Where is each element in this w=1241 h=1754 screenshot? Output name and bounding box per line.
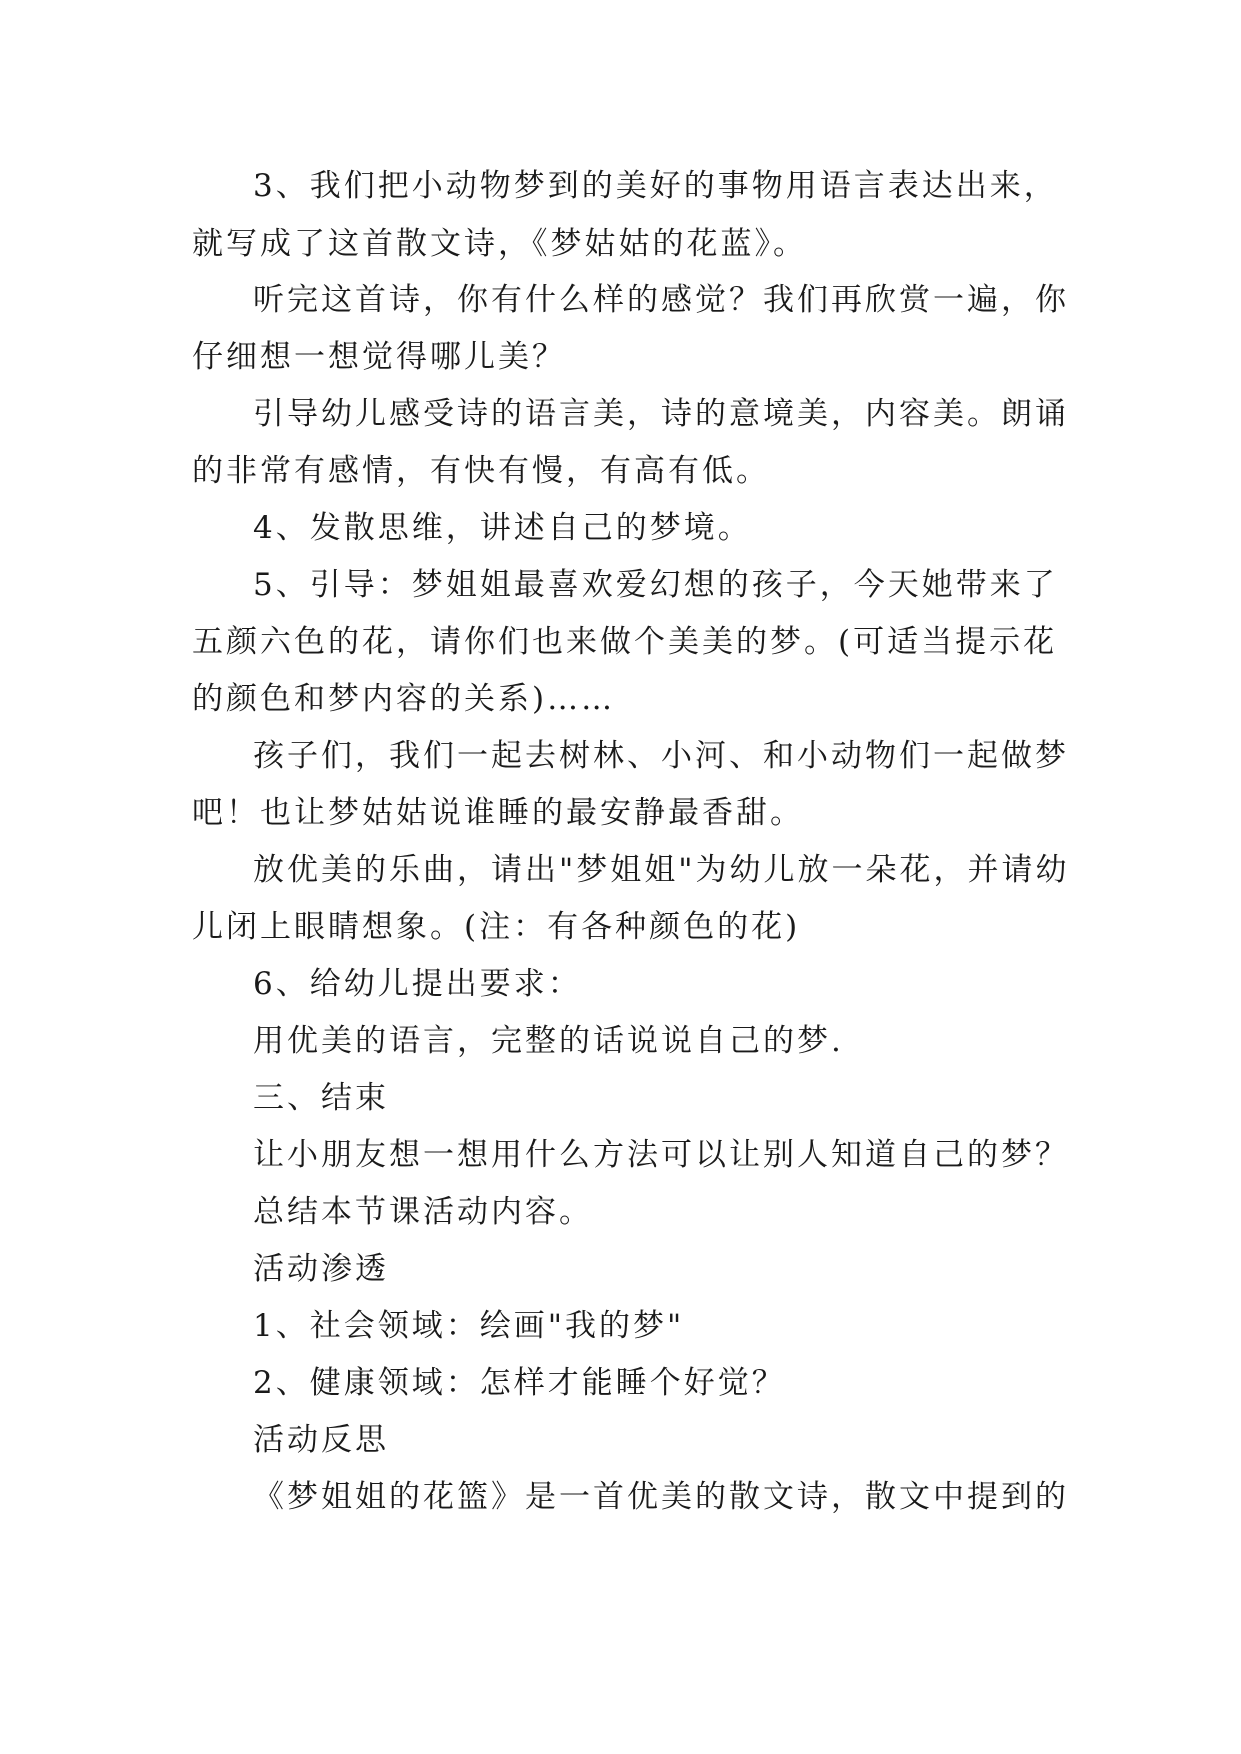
paragraph-line: 让小朋友想一想用什么方法可以让别人知道自己的梦？: [253, 1137, 1069, 1173]
paragraph-line: 五颜六色的花，请你们也来做个美美的梦。(可适当提示花: [192, 624, 1058, 660]
paragraph-line: 《梦姐姐的花篮》是一首优美的散文诗，散文中提到的: [253, 1479, 1069, 1515]
paragraph-line: 3、我们把小动物梦到的美好的事物用语言表达出来，: [253, 168, 1058, 204]
paragraph-line: 1、社会领域：绘画"我的梦": [253, 1308, 685, 1344]
paragraph-line: 6、给幼儿提出要求：: [253, 966, 582, 1002]
paragraph-line: 的非常有感情，有快有慢，有高有低。: [192, 453, 770, 489]
paragraph-line: 用优美的语言，完整的话说说自己的梦.: [253, 1023, 844, 1059]
section-heading: 三、结束: [253, 1080, 389, 1116]
paragraph-line: 就写成了这首散文诗，《梦姑姑的花蓝》。: [192, 226, 807, 262]
paragraph-line: 的颜色和梦内容的关系)……: [192, 681, 616, 717]
paragraph-line: 听完这首诗，你有什么样的感觉？我们再欣赏一遍，你: [253, 282, 1069, 318]
paragraph-line: 总结本节课活动内容。: [253, 1194, 593, 1230]
paragraph-line: 儿闭上眼睛想象。(注：有各种颜色的花): [192, 909, 801, 945]
paragraph-line: 2、健康领域：怎样才能睡个好觉？: [253, 1365, 786, 1401]
paragraph-line: 仔细想一想觉得哪儿美？: [192, 339, 566, 375]
section-heading: 活动反思: [253, 1422, 389, 1458]
section-heading: 活动渗透: [253, 1251, 389, 1287]
paragraph-line: 吧！也让梦姑姑说谁睡的最安静最香甜。: [192, 795, 804, 831]
paragraph-line: 放优美的乐曲，请出"梦姐姐"为幼儿放一朵花，并请幼: [253, 852, 1070, 888]
paragraph-line: 4、发散思维，讲述自己的梦境。: [253, 510, 752, 546]
paragraph-line: 5、引导：梦姐姐最喜欢爱幻想的孩子，今天她带来了: [253, 567, 1058, 603]
paragraph-line: 引导幼儿感受诗的语言美，诗的意境美，内容美。朗诵: [253, 396, 1069, 432]
paragraph-line: 孩子们，我们一起去树林、小河、和小动物们一起做梦: [253, 738, 1069, 774]
